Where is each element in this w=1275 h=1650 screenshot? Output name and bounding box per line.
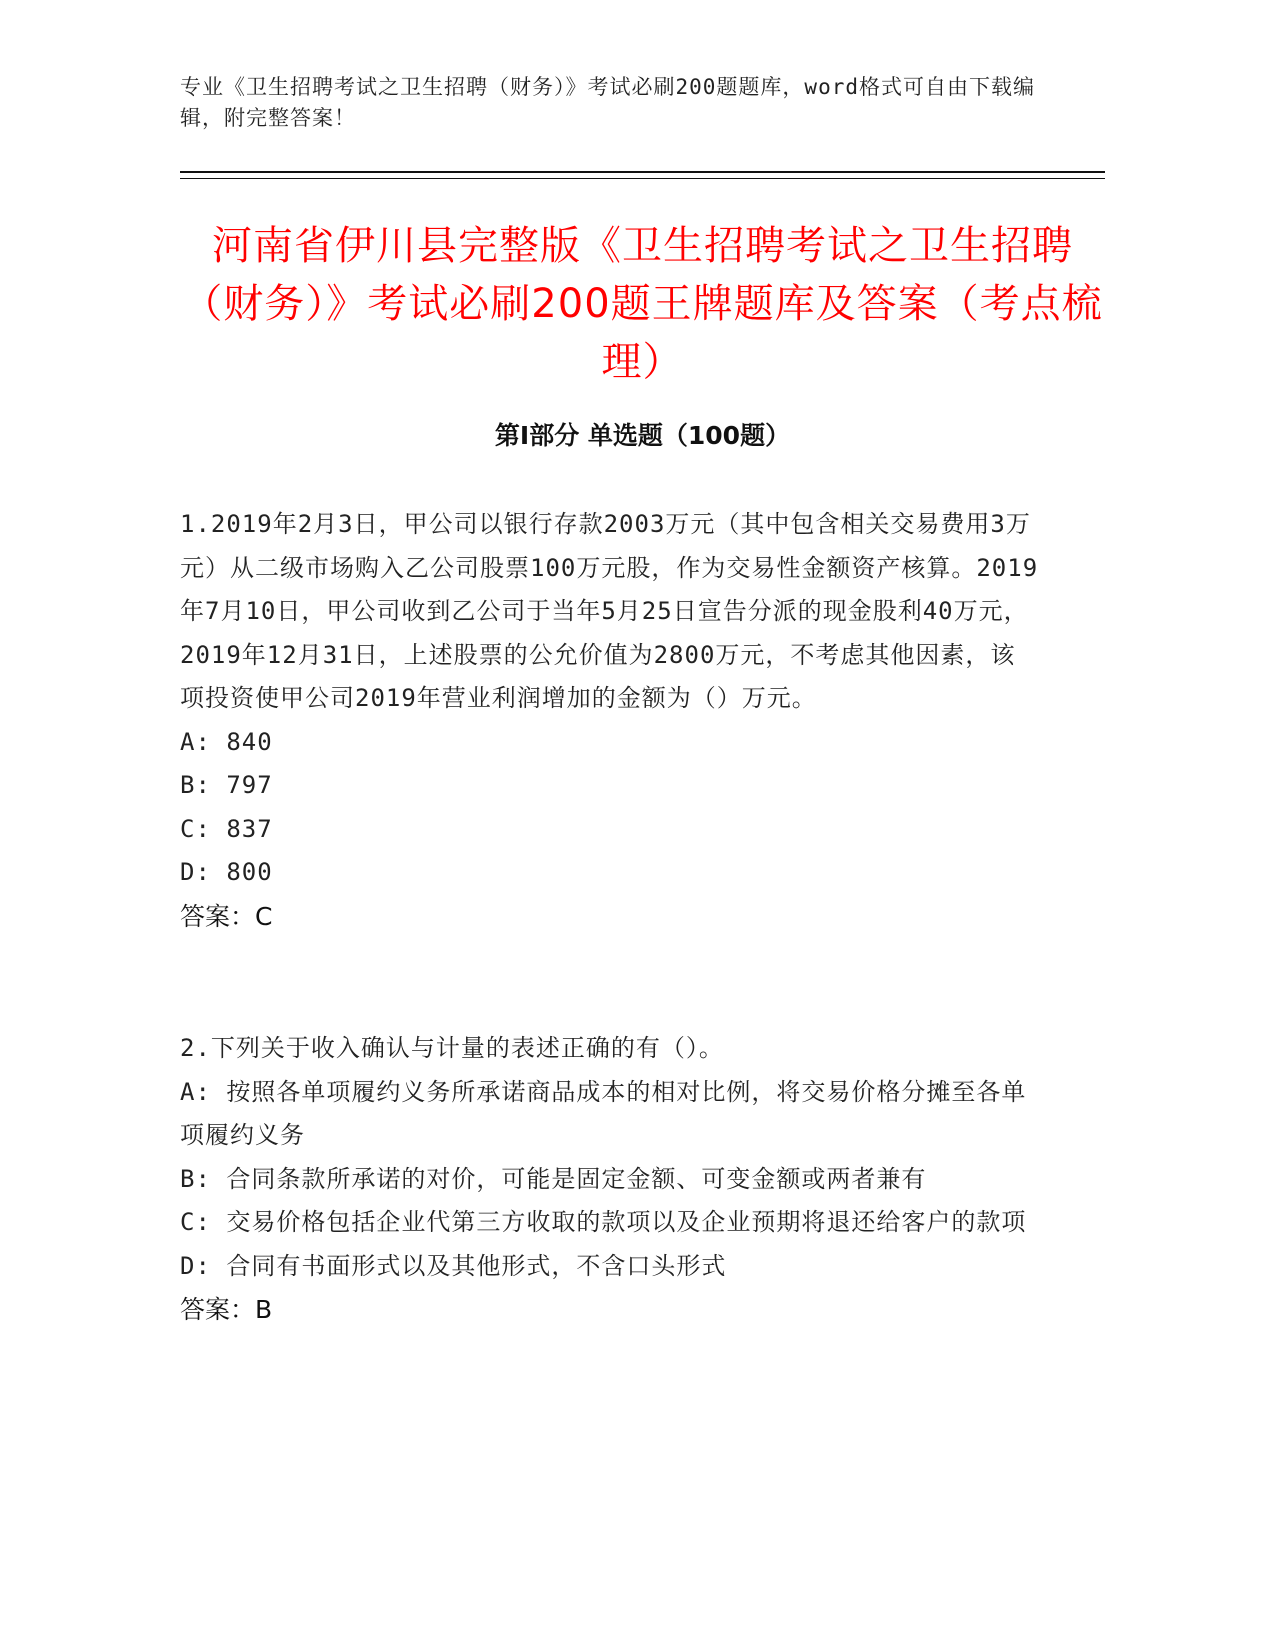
header-divider-thick	[180, 171, 1105, 173]
answer-label: 答案：C	[180, 901, 273, 931]
option-a: A: 840	[180, 727, 273, 756]
option-b: B: 797	[180, 771, 273, 799]
option-c: C: 交易价格包括企业代第三方收取的款项以及企业预期将退还给客户的款项	[180, 1208, 1027, 1236]
header-note: 专业《卫生招聘考试之卫生招聘（财务）》考试必刷200题题库，word格式可自由下载编辑，附完整答案！	[180, 75, 1035, 130]
option-d: D: 800	[180, 858, 273, 886]
option-b: B: 合同条款所承诺的对价，可能是固定金额、可变金额或两者兼有	[180, 1164, 927, 1193]
question-2	[180, 1027, 1040, 1332]
document-title: 河南省伊川县完整版《卫生招聘考试之卫生招聘（财务）》考试必刷200题王牌题库及答案（考点梳理）	[182, 223, 1103, 385]
header-divider-thin	[180, 178, 1105, 179]
question-stem: 1.2019年2月3日，甲公司以银行存款2003万元（其中包含相关交易费用3万元）从二级市场购入乙公司股票100万元股，作为交易性金额资产核算。2019年7月10日，甲公司收到乙公司于当年5月25日宣告分派的现金股利40万元，2019年12月31日，上述股票的公允价值为2800万元，不考虑其他因素，该项投资使甲公司2019年营业利润增加的金额为（）万元。	[180, 510, 1039, 712]
option-a: A: 按照各单项履约义务所承诺商品成本的相对比例，将交易价格分摊至各单项履约义务	[180, 1077, 1027, 1149]
option-c: C: 837	[180, 814, 273, 843]
question-stem: 2.下列关于收入确认与计量的表述正确的有（）。	[180, 1034, 724, 1062]
answer-label: 答案：B	[180, 1295, 273, 1324]
section-heading: 第I部分 单选题（100题）	[494, 421, 791, 450]
question-1	[180, 503, 1040, 938]
option-d: D: 合同有书面形式以及其他形式，不含口头形式	[180, 1251, 727, 1280]
